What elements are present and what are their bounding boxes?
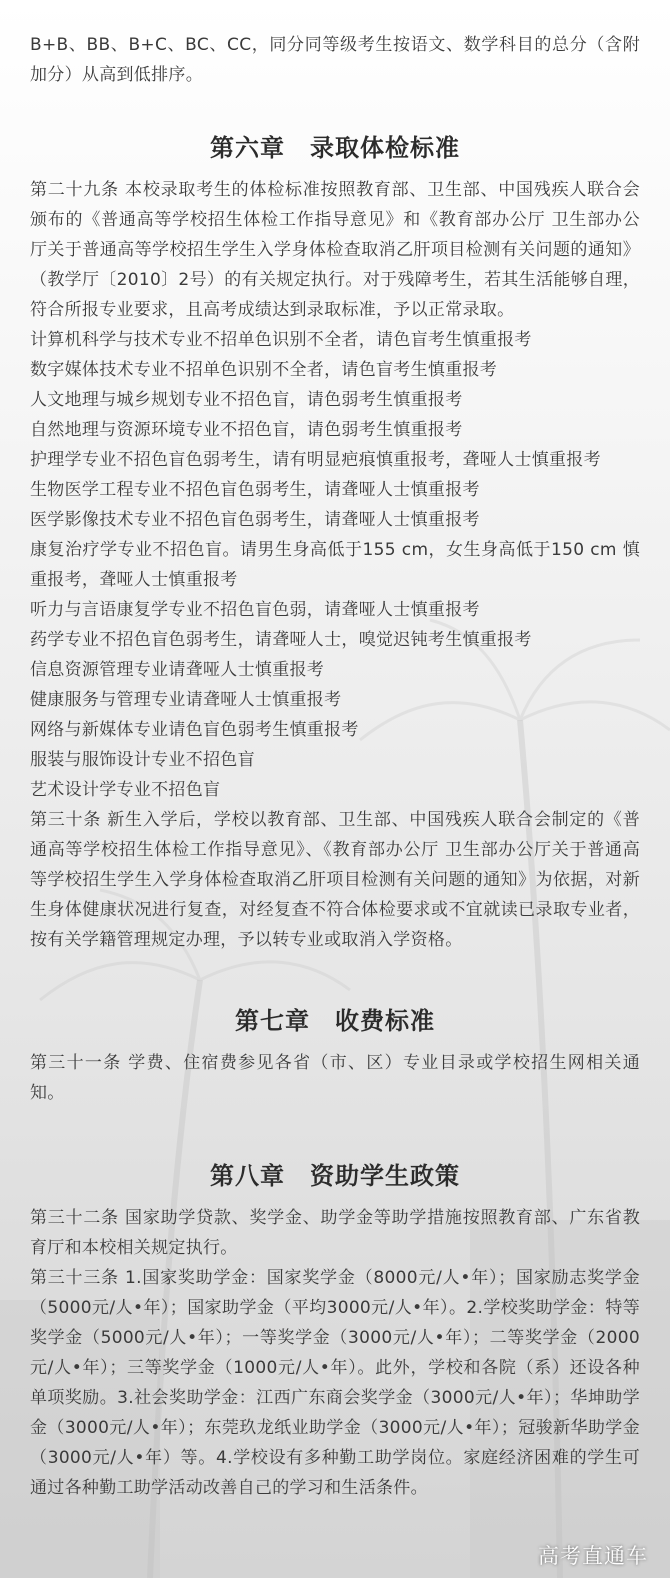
article29-paragraph: 第二十九条 本校录取考生的体检标准按照教育部、卫生部、中国残疾人联合会颁布的《普通高等学校招生体检工作指导意见》和《教育部办公厅 卫生部办公厅关于普通高等学校招生学生入学身体检查取消乙肝项目检测有关问题的通知》（教学厅〔2010〕2号）的有关规定执行。对于残障考生，若其生活能够自理，符合所报专业要求，且高考成绩达到录取标准，予以正常录取。	[30, 180, 640, 320]
watermark-text: 高考直通车	[538, 1544, 648, 1568]
major-rule-line: 护理学专业不招色盲色弱考生，请有明显疤痕慎重报考，聋哑人士慎重报考	[30, 450, 601, 470]
chapter8-body	[30, 1203, 640, 1503]
article33-paragraph: 第三十三条 1.国家奖助学金：国家奖学金（8000元/人•年）；国家励志奖学金（5000元/人•年）；国家助学金（平均3000元/人•年）。2.学校奖助学金：特等奖学金（5000元/人•年）；一等奖学金（3000元/人•年）；二等奖学金（2000元/人•年）；三等奖学金（1000元/人•年）。此外，学校和各院（系）还设各种单项奖励。3.社会奖助学金：江西广东商会奖学金（3000元/人•年）；华坤助学金（3000元/人•年）；东莞玖龙纸业助学金（3000元/人•年）；冠骏新华助学金（3000元/人•年）等。4.学校设有多种勤工助学岗位。家庭经济困难的学生可通过各种勤工助学活动改善自己的学习和生活条件。	[30, 1268, 640, 1498]
major-rule-line: 听力与言语康复学专业不招色盲色弱，请聋哑人士慎重报考	[30, 600, 480, 620]
major-rule-line: 网络与新媒体专业请色盲色弱考生慎重报考	[30, 720, 359, 740]
major-rule-line: 计算机科学与技术专业不招单色识别不全者，请色盲考生慎重报考	[30, 330, 532, 350]
major-rule-line: 服装与服饰设计专业不招色盲	[30, 750, 255, 770]
major-rule-line: 自然地理与资源环境专业不招色盲，请色弱考生慎重报考	[30, 420, 463, 440]
chapter6-body	[30, 175, 640, 955]
major-rule-line: 康复治疗学专业不招色盲。请男生身高低于155 cm，女生身高低于150 cm 慎重报考，聋哑人士慎重报考	[30, 540, 640, 590]
major-rule-line: 医学影像技术专业不招色盲色弱考生，请聋哑人士慎重报考	[30, 510, 480, 530]
chapter7-title: 第七章 收费标准	[235, 1007, 435, 1035]
major-rule-line: 艺术设计学专业不招色盲	[30, 780, 221, 800]
article30-paragraph: 第三十条 新生入学后，学校以教育部、卫生部、中国残疾人联合会制定的《普通高等学校招生体检工作指导意见》、《教育部办公厅 卫生部办公厅关于普通高等学校招生学生入学身体检查取消乙肝项目检测有关问题的通知》为依据，对新生身体健康状况进行复查，对经复查不符合体检要求或不宜就读已录取专业者，按有关学籍管理规定办理，予以转专业或取消入学资格。	[30, 810, 640, 950]
article32-paragraph: 第三十二条 国家助学贷款、奖学金、助学金等助学措施按照教育部、广东省教育厅和本校相关规定执行。	[30, 1208, 640, 1258]
article31-paragraph: 第三十一条 学费、住宿费参见各省（市、区）专业目录或学校招生网相关通知。	[30, 1053, 640, 1103]
intro-paragraph: B+B、BB、B+C、BC、CC，同分同等级考生按语文、数学科目的总分（含附加分）从高到低排序。	[30, 35, 640, 85]
major-rule-line: 健康服务与管理专业请聋哑人士慎重报考	[30, 690, 342, 710]
chapter8-title: 第八章 资助学生政策	[210, 1162, 460, 1190]
major-rule-line: 药学专业不招色盲色弱考生，请聋哑人士，嗅觉迟钝考生慎重报考	[30, 630, 532, 650]
chapter7-body	[30, 1048, 640, 1108]
major-rule-line: 生物医学工程专业不招色盲色弱考生，请聋哑人士慎重报考	[30, 480, 480, 500]
major-rule-line: 数字媒体技术专业不招单色识别不全者，请色盲考生慎重报考	[30, 360, 498, 380]
major-rule-line: 信息资源管理专业请聋哑人士慎重报考	[30, 660, 325, 680]
chapter6-title: 第六章 录取体检标准	[210, 134, 460, 162]
major-rule-line: 人文地理与城乡规划专业不招色盲，请色弱考生慎重报考	[30, 390, 463, 410]
